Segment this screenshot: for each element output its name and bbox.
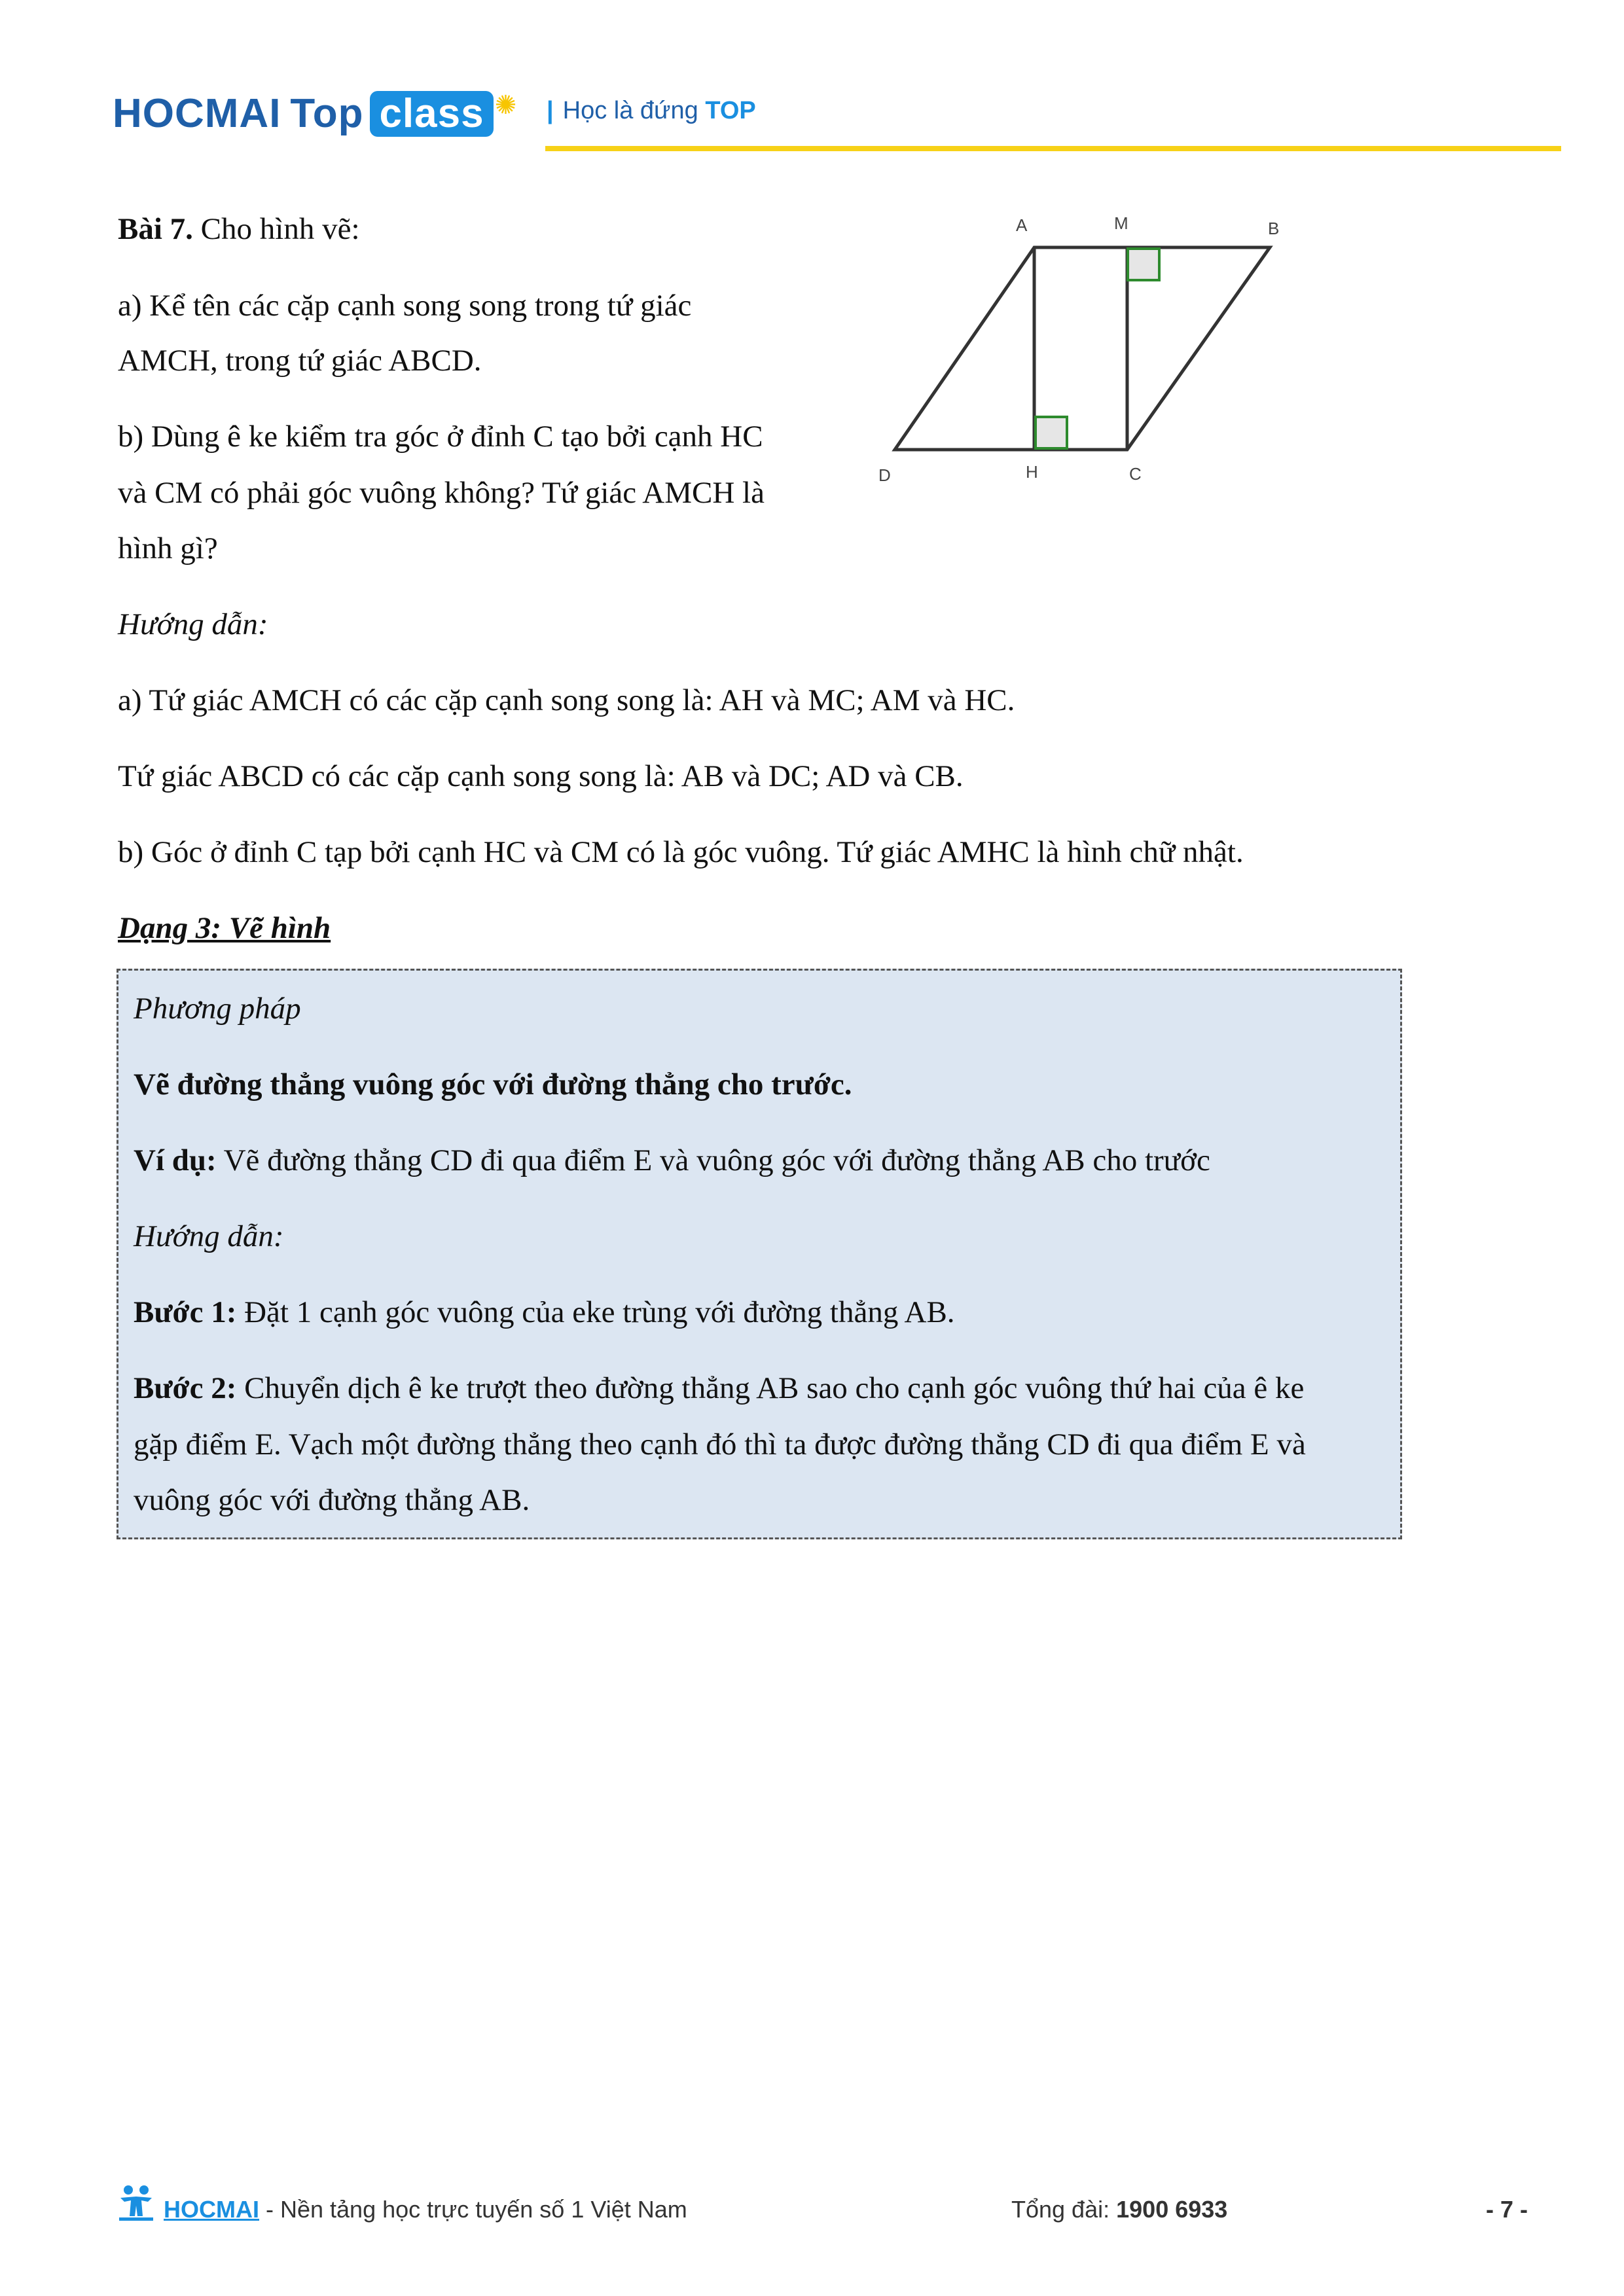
exercise-prompt: Cho hình vẽ:	[200, 212, 360, 246]
step1-text: Đặt 1 cạnh góc vuông của eke trùng với đường thẳng AB.	[244, 1295, 955, 1329]
parallelogram-figure	[871, 203, 1316, 491]
hotline-label: Tổng đài:	[1011, 2196, 1110, 2223]
footer-slogan: - Nền tảng học trực tuyến số 1 Việt Nam	[259, 2196, 687, 2223]
guide-heading: Hướng dẫn:	[118, 607, 268, 641]
method-step2-line3: vuông góc với đường thẳng AB.	[134, 1483, 530, 1517]
exercise-part-a-line2: AMCH, trong tứ giác ABCD.	[118, 344, 482, 378]
right-angle-mark-h	[1036, 417, 1067, 448]
method-step2-line1	[134, 1369, 1304, 1408]
header-tagline	[547, 97, 756, 125]
example-label: Ví dụ:	[134, 1143, 217, 1177]
guide-answer-abcd: Tứ giác ABCD có các cặp cạnh song song là: AB và DC; AD và CB.	[118, 759, 964, 793]
exercise-part-b-line2: và CM có phải góc vuông không? Tứ giác AMCH là	[118, 476, 765, 510]
label-b: B	[1268, 219, 1280, 238]
exercise-part-a-line1: a) Kể tên các cặp cạnh song song trong tứ giác	[118, 289, 692, 323]
guide-answer-b: b) Góc ở đỉnh C tạp bởi cạnh HC và CM có là góc vuông. Tứ giác AMHC là hình chữ nhật.	[118, 835, 1244, 869]
page-number: - 7 -	[1486, 2196, 1528, 2223]
tagline-divider: |	[547, 97, 554, 124]
exercise-number: Bài 7.	[118, 212, 193, 246]
method-rule: Vẽ đường thẳng vuông góc với đường thẳng cho trước.	[134, 1067, 852, 1102]
header-rule	[545, 146, 1561, 151]
example-text: Vẽ đường thẳng CD đi qua điểm E và vuông góc với đường thẳng AB cho trước	[223, 1143, 1210, 1177]
parallelogram-abcd	[895, 247, 1270, 450]
exercise-part-b-line1: b) Dùng ê ke kiểm tra góc ở đỉnh C tạo bởi cạnh HC	[118, 420, 763, 454]
label-a: A	[1016, 215, 1028, 235]
right-angle-mark-m	[1128, 249, 1159, 280]
method-step2-line2: gặp điểm E. Vạch một đường thẳng theo cạnh đó thì ta được đường thẳng CD đi qua điểm E và	[134, 1427, 1306, 1462]
footer-brand[interactable]: HOCMAI	[164, 2196, 259, 2223]
logo-class-badge: class	[370, 91, 493, 137]
hocmai-people-icon	[115, 2183, 157, 2223]
step2-label: Bước 2:	[134, 1371, 237, 1405]
tagline-prefix: Học là đứng	[562, 97, 698, 124]
guide-answer-a: a) Tứ giác AMCH có các cặp cạnh song song là: AH và MC; AM và HC.	[118, 683, 1015, 717]
exercise-part-b-line3: hình gì?	[118, 531, 218, 565]
method-step1	[134, 1293, 955, 1332]
hotline-number: 1900 6933	[1116, 2196, 1228, 2223]
section-title: Dạng 3: Vẽ hình	[118, 911, 331, 945]
method-heading: Phương pháp	[134, 992, 301, 1026]
method-example	[134, 1141, 1210, 1180]
step2-text-line1: Chuyển dịch ê ke trượt theo đường thẳng AB sao cho cạnh góc vuông thứ hai của ê ke	[244, 1371, 1305, 1405]
tagline-highlight: TOP	[705, 97, 756, 124]
label-d: D	[878, 465, 891, 485]
sun-icon: ✺	[494, 91, 518, 120]
label-m: M	[1114, 213, 1128, 233]
method-guide-heading: Hướng dẫn:	[134, 1219, 284, 1253]
label-c: C	[1129, 464, 1142, 484]
exercise-title	[118, 209, 360, 249]
step1-label: Bước 1:	[134, 1295, 237, 1329]
logo-hocmai-text: HOCMAI	[113, 91, 281, 136]
hocmai-topclass-logo	[113, 90, 517, 137]
label-h: H	[1026, 462, 1038, 482]
footer-brand-line	[164, 2196, 687, 2223]
logo-top-text: Top	[290, 91, 364, 136]
footer-hotline	[1011, 2196, 1227, 2223]
